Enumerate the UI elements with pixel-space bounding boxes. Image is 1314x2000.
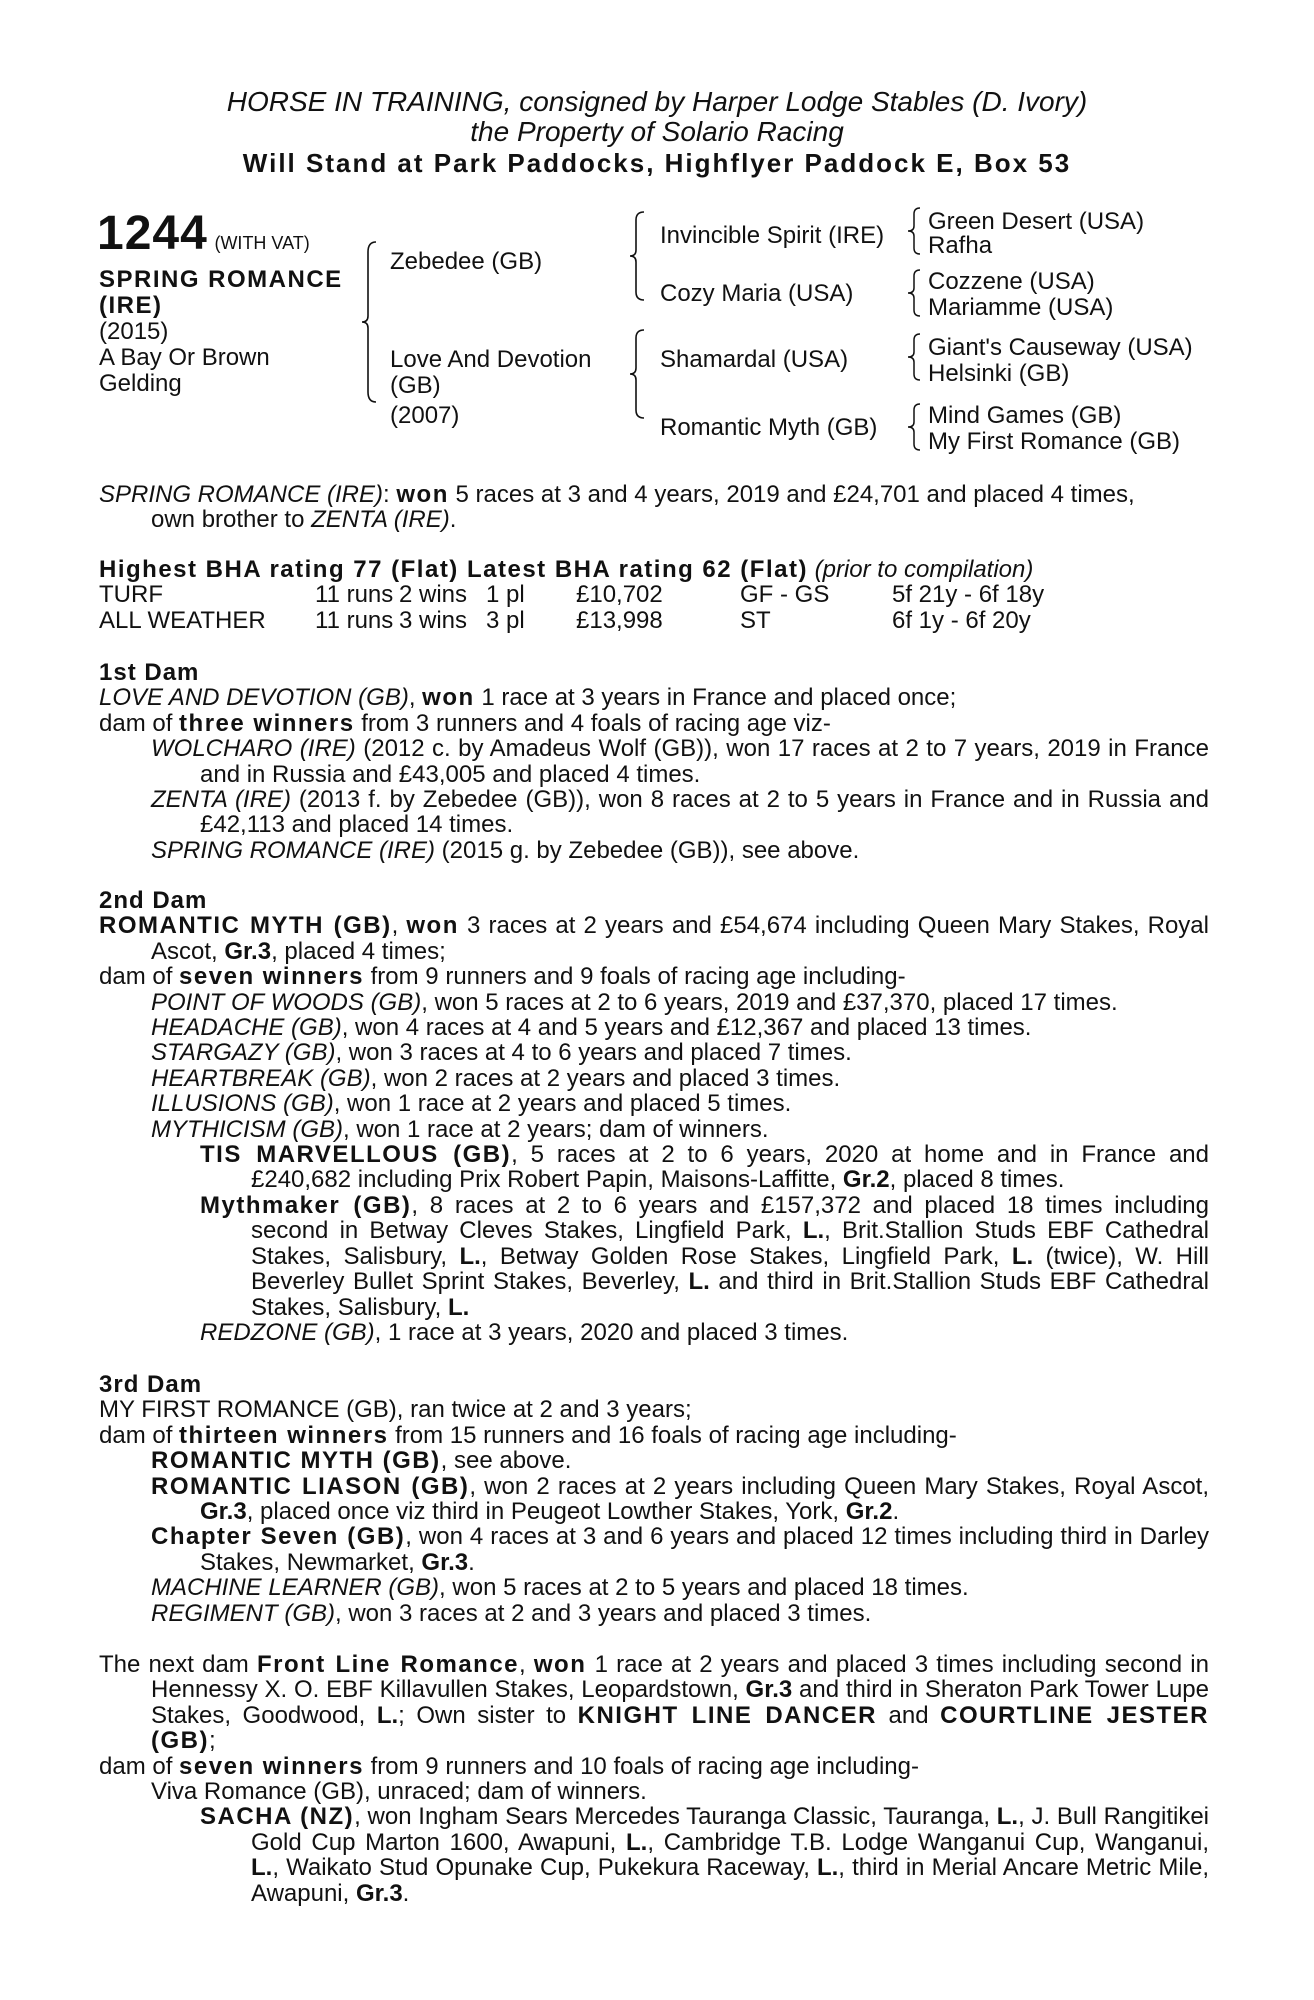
pedigree-brace-ss [906, 206, 924, 256]
third-dam-heading: 3rd Dam [99, 1371, 203, 1398]
property-line: the Property of Solario Racing [470, 116, 844, 147]
pedigree-brace-ds [906, 332, 924, 382]
produce-item: Chapter Seven (GB), won 4 races at 3 and 6 years and placed 12 times including third in Darley Stakes, Newmarket, Gr.3. [151, 1523, 1209, 1576]
produce-item: STARGAZY (GB), won 3 races at 4 to 6 years and placed 7 times. [151, 1039, 852, 1067]
pedigree-ssd: Rafha [928, 232, 993, 259]
lot-heading [97, 206, 310, 261]
produce-item: Viva Romance (GB), unraced; dam of winners. [151, 1778, 647, 1806]
produce-item: MACHINE LEARNER (GB), won 5 races at 2 to 5 years and placed 18 times. [151, 1574, 969, 1602]
produce-item: POINT OF WOODS (GB), won 5 races at 2 to 6 years, 2019 and £37,370, placed 17 times. [151, 988, 1118, 1016]
third-dam-section: 3rd Dam MY FIRST ROMANCE (GB), ran twice at 2 and 3 years; dam of thirteen winners from 15 runners and 16 foals of racing age including- ROMANTIC MYTH (GB), see above. ROMANTIC LIASON (GB), won 2 races at 2 years including Queen Mary Stakes, Royal Ascot, Gr.3, placed once viz third in Peugeot Lowther Stakes, York, Gr.2. Chapter Seven (GB), won 4 races at 3 and 6 years and placed 12 times including third in Darley Stakes, Newmarket, Gr.3. MACHINE LEARNER (GB), won 5 races at 2 to 5 years and placed 18 times. REGIMENT (GB), won 3 races at 2 and 3 years and placed 3 times. [99, 1371, 1209, 1627]
grand-produce-item: TIS MARVELLOUS (GB), 5 races at 2 to 6 years, 2020 at home and in France and £240,682 including Prix Robert Papin, Maisons-Laffitte, Gr.2, placed 8 times. [200, 1141, 1209, 1194]
second-dam-heading: 2nd Dam [99, 887, 208, 914]
pedigree-dss: Giant's Causeway (USA) [928, 334, 1193, 361]
pedigree-sds: Cozzene (USA) [928, 268, 1095, 295]
summary-horse: SPRING ROMANCE (IRE) [99, 481, 384, 508]
first-dam-section: 1st Dam LOVE AND DEVOTION (GB), won 1 race at 3 years in France and placed once; dam of three winners from 3 runners and 4 foals of racing age viz- WOLCHARO (IRE) (2012 c. by Amadeus Wolf (GB)), won 17 races at 2 to 7 years, 2019 in France and in Russia and £43,005 and placed 4 times. ZENTA (IRE) (2013 f. by Zebedee (GB)), won 8 races at 2 to 5 years in France and in Russia and £42,113 and placed 14 times. SPRING ROMANCE (IRE) (2015 g. by Zebedee (GB)), see above. [99, 659, 1209, 864]
pedigree-dsd: Helsinki (GB) [928, 360, 1070, 387]
produce-item: ZENTA (IRE) (2013 f. by Zebedee (GB)), won 8 races at 2 to 5 years in France and in Russia and £42,113 and placed 14 times. [151, 786, 1209, 839]
produce-item: ROMANTIC LIASON (GB), won 2 races at 2 years including Queen Mary Stakes, Royal Ascot, Gr.3, placed once viz third in Peugeot Lowther Stakes, York, Gr.2. [151, 1472, 1209, 1526]
summary-sibling: ZENTA (IRE) [311, 506, 450, 534]
horse-sex: Gelding [99, 370, 182, 397]
vat-note: (WITH VAT) [214, 233, 310, 253]
pedigree-dds: Mind Games (GB) [928, 402, 1122, 429]
pedigree-sire-sire: Invincible Spirit (IRE) [660, 222, 885, 249]
bha-rating: Highest BHA rating 77 (Flat) Latest BHA rating 62 (Flat) (prior to compilation) [99, 556, 1034, 583]
horse-country: (IRE) [99, 292, 163, 319]
pedigree-brace-sd [906, 268, 924, 318]
next-dam-section: The next dam Front Line Romance, won 1 race at 2 years and placed 3 times including second in Hennessy X. O. EBF Killavullen Stakes, Leopardstown, Gr.3 and third in Sheraton Park Tower Lupe Stakes, Goodwood, L.; Own sister to KNIGHT LINE DANCER and COURTLINE JESTER (GB); dam of seven winners from 9 runners and 10 foals of racing age including- Viva Romance (GB), unraced; dam of winners. SACHA (NZ), won Ingham Sears Mercedes Tauranga Classic, Tauranga, L., J. Bull Rangitikei Gold Cup Marton 1600, Awapuni, L., Cambridge T.B. Lodge Wanganui Cup, Wanganui, L., Waikato Stud Opunake Cup, Pukekura Raceway, L., third in Merial Ancare Metric Mile, Awapuni, Gr.3. [99, 1651, 1210, 1907]
pedigree-brace-dd [906, 402, 924, 452]
pedigree-dam-year: (2007) [390, 402, 460, 429]
produce-item: WOLCHARO (IRE) (2012 c. by Amadeus Wolf (GB)), won 17 races at 2 to 7 years, 2019 in France and in Russia and £43,005 and placed 4 times. [151, 735, 1209, 788]
pedigree-dam-line2: (GB) [390, 372, 441, 399]
produce-item: ROMANTIC MYTH (GB), see above. [151, 1447, 572, 1475]
produce-item: SPRING ROMANCE (IRE) (2015 g. by Zebedee (GB)), see above. [151, 836, 860, 864]
consignor-line: HORSE IN TRAINING, consigned by Harper Lodge Stables (D. Ivory) [226, 86, 1088, 117]
pedigree-sdd: Mariamme (USA) [928, 294, 1114, 321]
grand-produce-item: Mythmaker (GB), 8 races at 2 to 6 years and £157,372 and placed 18 times including second in Betway Cleves Stakes, Lingfield Park, L., Brit.Stallion Studs EBF Cathedral Stakes, Salisbury, L., Betway Golden Rose Stakes, Lingfield Park, L. (twice), W. Hill Beverley Bullet Sprint Stakes, Beverley, L. and third in Brit.Stallion Studs EBF Cathedral Stakes, Salisbury, L. [200, 1191, 1210, 1321]
grand-produce-item: SACHA (NZ), won Ingham Sears Mercedes Tauranga Classic, Tauranga, L., J. Bull Rangitikei Gold Cup Marton 1600, Awapuni, L., Cambridge T.B. Lodge Wanganui Cup, Wanganui, L., Waikato Stud Opunake Cup, Pukekura Raceway, L., third in Merial Ancare Metric Mile, Awapuni, Gr.3. [200, 1803, 1210, 1907]
pedigree-sss: Green Desert (USA) [928, 208, 1145, 235]
first-dam-heading: 1st Dam [99, 659, 200, 686]
race-summary: SPRING ROMANCE (IRE): won 5 races at 3 and 4 years, 2019 and £24,701 and placed 4 times, own brother to ZENTA (IRE). [99, 481, 1135, 534]
second-dam-section: 2nd Dam ROMANTIC MYTH (GB), won 3 races at 2 years and £54,674 including Queen Mary Stakes, Royal Ascot, Gr.3, placed 4 times; dam of seven winners from 9 runners and 9 foals of racing age including- POINT OF WOODS (GB), won 5 races at 2 to 6 years, 2019 and £37,370, placed 17 times. HEADACHE (GB), won 4 races at 4 and 5 years and £12,367 and placed 13 times. STARGAZY (GB), won 3 races at 4 to 6 years and placed 7 times. HEARTBREAK (GB), won 2 races at 2 years and placed 3 times. ILLUSIONS (GB), won 1 race at 2 years and placed 5 times. MYTHICISM (GB), won 1 race at 2 years; dam of winners. TIS MARVELLOUS (GB), 5 races at 2 to 6 years, 2020 at home and in France and £240,682 including Prix Robert Papin, Maisons-Laffitte, Gr.2, placed 8 times. Mythmaker (GB), 8 races at 2 to 6 years and £157,372 and placed 18 times including second in Betway Cleves Stakes, Lingfield Park, L., Brit.Stallion Studs EBF Cathedral Stakes, Salisbury, L., Betway Golden Rose Stakes, Lingfield Park, L. (twice), W. Hill Beverley Bullet Sprint Stakes, Beverley, L. and third in Brit.Stallion Studs EBF Cathedral Stakes, Salisbury, L. REDZONE (GB), 1 race at 3 years, 2020 and placed 3 times. [99, 887, 1210, 1346]
produce-item: ILLUSIONS (GB), won 1 race at 2 years and placed 5 times. [151, 1090, 792, 1118]
produce-item: REGIMENT (GB), won 3 races at 2 and 3 years and placed 3 times. [151, 1599, 872, 1627]
produce-item: MYTHICISM (GB), won 1 race at 2 years; dam of winners. [151, 1115, 769, 1143]
pedigree-dam-dam: Romantic Myth (GB) [660, 414, 878, 441]
lot-number: 1244 [97, 207, 208, 260]
pedigree-dam-line1: Love And Devotion [390, 346, 592, 373]
horse-name: SPRING ROMANCE [99, 266, 343, 293]
horse-colour: A Bay Or Brown [99, 344, 270, 371]
pedigree-brace-sire [628, 210, 648, 302]
catalogue-page: HORSE IN TRAINING, consigned by Harper Lodge Stables (D. Ivory) the Property of Solario Racing Will Stand at Park Paddocks, Highflyer Paddock E, Box 53 1244 (WITH VAT) SPRING ROMANCE (IRE) (2015) A Bay Or Brown Gelding Zebedee (GB) Love And Devotion (GB) (2007) Invincible Spirit (IRE) Cozy Maria (USA) Shamardal (USA) Romantic Myth (GB) Green Desert (USA) Rafha Cozzene (USA) Mariamme (USA) Giant's Causeway (USA) Helsinki (GB) Mind Games (GB) My First Romance (GB) SPRING ROMANCE (IRE): won 5 races at 3 and 4 years, 2019 and £24,701 and placed 4 times, own brother to ZENTA (IRE). Highest BHA rating 77 (Flat) Latest BHA rating 62 (Flat) (prior to compilation) TURF 11 runs 2 wins 1 pl £10,702 GF - GS 5f 21y - 6f 18y ALL WEATHER 11 runs 3 wins 3 pl £13,998 ST 6f 1y - 6f 20y 1st Dam LOVE AND DEVOTION (GB), won 1 race at 3 years in France and placed once; dam of three winners from 3 runners and 4 foals of racing age viz- WOLCHARO (IRE) (2012 c. by Amadeus Wolf (GB)), won 17 races at 2 to 7 years, 2019 in France and in Russia and £43,005 and placed 4 times. ZENTA (IRE) (2013 f. by Zebedee (GB)), won 8 races at 2 to 5 years in France and in Russia and £42,113 and placed 14 times. SPRING ROMANCE (IRE) (2015 g. by Zebedee (GB)), see above. 2nd Dam ROMANTIC MYTH (GB), won 3 races at 2 years and £54,674 including Queen Mary Stakes, Royal Ascot, Gr.3, placed 4 times; dam of seven winners from 9 runners and 9 foals of racing age including- POINT OF WOODS (GB), won 5 races at 2 to 6 years, 2019 and £37,370, placed 17 times. HEADACHE (GB), won 4 races at 4 and 5 years and £12,367 and placed 13 times. STARGAZY (GB), won 3 races at 4 to 6 years and placed 7 times. HEARTBREAK (GB), won 2 races at 2 years and placed 3 times. ILLUSIONS (GB), won 1 race at 2 years and placed 5 times. MYTHICISM (GB), won 1 race at 2 years; dam of winners. TIS MARVELLOUS (GB), 5 races at 2 to 6 years, 2020 at home and in France and £240,682 including Prix Robert Papin, Maisons-Laffitte, Gr.2, placed 8 times. Mythmaker (GB), 8 races at 2 to 6 years and £157,372 and placed 18 times including second in Betway Cleves Stakes, Lingfield Park, L., Brit.Stallion Studs EBF Cathedral Stakes, Salisbury, L., Betway Golden Rose Stakes, Lingfield Park, L. (twice), W. Hill Beverley Bullet Sprint Stakes, Beverley, L. and third in Brit.Stallion Studs EBF Cathedral Stakes, Salisbury, L. REDZONE (GB), 1 race at 3 years, 2020 and placed 3 times. 3rd Dam MY FIRST ROMANCE (GB), ran twice at 2 and 3 years; dam of thirteen winners from 15 runners and 16 foals of racing age including- ROMANTIC MYTH (GB), see above. ROMANTIC LIASON (GB), won 2 races at 2 years including Queen Mary Stakes, Royal Ascot, Gr.3, placed once viz third in Peugeot Lowther Stakes, York, Gr.2. Chapter Seven (GB), won 4 races at 3 and 6 years and placed 12 times including third in Darley Stakes, Newmarket, Gr.3. MACHINE LEARNER (GB), won 5 races at 2 to 5 years and placed 18 times. REGIMENT (GB), won 3 races at 2 and 3 years and placed 3 times. The next dam Front Line Romance, won 1 race at 2 years and placed 3 times including second in Hennessy X. O. EBF Killavullen Stakes, Leopardstown, Gr.3 and third in Sheraton Park Tower Lupe Stakes, Goodwood, L.; Own sister to KNIGHT LINE DANCER and COURTLINE JESTER (GB); dam of seven winners from 9 runners and 10 foals of racing age including- Viva Romance (GB), unraced; dam of winners. SACHA (NZ), won Ingham Sears Mercedes Tauranga Classic, Tauranga, L., J. Bull Rangitikei Gold Cup Marton 1600, Awapuni, L., Cambridge T.B. Lodge Wanganui Cup, Wanganui, L., Waikato Stud Opunake Cup, Pukekura Raceway, L., third in Merial Ancare Metric Mile, Awapuni, Gr.3. [0, 0, 1314, 2000]
pedigree-brace-dam [628, 328, 648, 420]
pedigree-sire-dam: Cozy Maria (USA) [660, 280, 854, 307]
produce-item: HEADACHE (GB), won 4 races at 4 and 5 years and £12,367 and placed 13 times. [151, 1014, 1032, 1042]
pedigree-brace-main [360, 240, 380, 405]
produce-item: HEARTBREAK (GB), won 2 races at 2 years and placed 3 times. [151, 1064, 841, 1092]
location-line: Will Stand at Park Paddocks, Highflyer Paddock E, Box 53 [242, 148, 1072, 178]
grand-produce-item: REDZONE (GB), 1 race at 3 years, 2020 and placed 3 times. [200, 1318, 849, 1346]
pedigree-dam-sire: Shamardal (USA) [660, 346, 849, 373]
pedigree-ddd: My First Romance (GB) [928, 428, 1181, 455]
foaling-year: (2015) [99, 318, 169, 345]
pedigree-sire: Zebedee (GB) [390, 248, 543, 275]
